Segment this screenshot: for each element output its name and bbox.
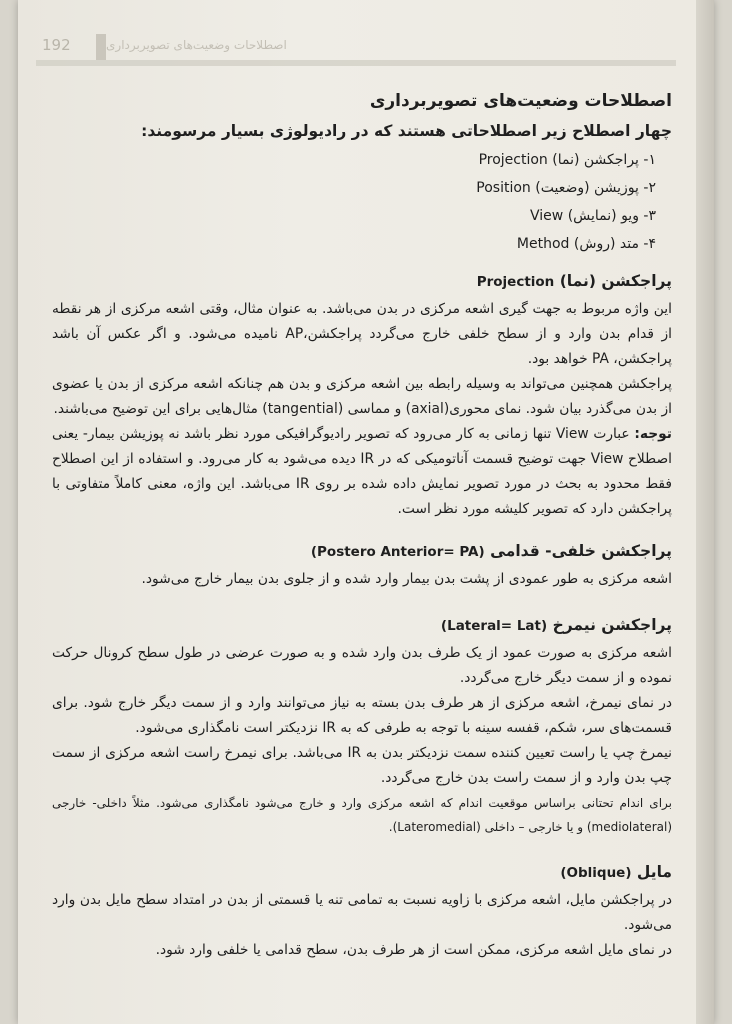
book-page: [18, 0, 714, 1024]
list-item: ۴- متد (روش) Method: [516, 236, 656, 252]
note-label: توجه:: [634, 426, 672, 442]
paragraph-small: برای اندام تحتانی براساس موقعیت اندام که اشعه مرکزی وارد و خارج می‌شود نامگذاری می‌شود. مثلاً داخلی- خارجی (mediolateral) و یا خارجی – داخلی (Lateromedial).: [52, 796, 672, 834]
page-content: [52, 86, 672, 963]
section-title-lateral: پراجکشن نیمرخ (Lateral= Lat): [440, 616, 672, 634]
paragraph: در نمای نیمرخ، اشعه مرکزی از هر طرف بدن بسته به نیاز می‌توانند وارد و از سمت دیگر خارج شود. برای قسمت‌های سر، شکم، قفسه سینه با توجه به طرفی که به IR نزدیکتر است نامگذاری می‌شود.: [52, 695, 672, 736]
paragraph: پراجکشن همچنین می‌تواند به وسیله رابطه بین اشعه مرکزی و بدن هم چنانکه اشعه مرکزی از بدن یا عضوی از بدن می‌گذرد بیان شود. نمای محوری(axial) و مماسی (tangential) مثال‌هایی برای این توضیح می‌باشند.: [52, 376, 672, 417]
header-rule: [36, 60, 676, 66]
section-title-oblique: مایل (Oblique): [560, 863, 672, 881]
page-header: [36, 32, 676, 66]
paragraph: در پراجکشن مایل، اشعه مرکزی با زاویه نسبت به تمامی تنه یا قسمتی از بدن در امتداد سطح مایل بدن وارد می‌شود.: [52, 892, 672, 933]
paragraph: اشعه مرکزی به طور عمودی از پشت بدن بیمار وارد شده و از جلوی بدن بیمار خارج می‌شود.: [141, 571, 672, 587]
intro-heading: چهار اصطلاح زیر اصطلاحاتی هستند که در رادیولوژی بسیار مرسومند:: [141, 122, 672, 140]
paragraph: نیمرخ چپ یا راست تعیین کننده سمت نزدیکتر بدن به IR می‌باشد. برای نیمرخ راست اشعه مرکزی از سمت چپ بدن وارد و از سمت راست بدن خارج می‌گردد.: [52, 745, 673, 786]
paragraph: این واژه مربوط به جهت گیری اشعه مرکزی در بدن می‌باشد. به عنوان مثال، وقتی اشعه مرکزی از هر نقطه از قدام بدن وارد و از سطح خلفی خارج می‌گردد پراجکشن،AP نامیده می‌شود. و اگر عکس آن باشد پراجکشن، PA خواهد بود.: [52, 301, 672, 367]
section-title-projection: پراجکشن (نما) Projection: [476, 272, 672, 290]
terms-list: [52, 146, 672, 258]
list-item: ۱- پراجکشن (نما) Projection: [478, 152, 656, 168]
book-spine: [696, 0, 714, 1024]
header-marker: [96, 34, 106, 60]
paragraph: در نمای مایل اشعه مرکزی، ممکن است از هر طرف بدن، سطح قدامی یا خلفی وارد شود.: [155, 942, 672, 958]
paragraph: اشعه مرکزی به صورت عمود از یک طرف بدن وارد شده و به صورت عرضی در طول سطح کرونال حرکت نموده و از سمت دیگر خارج می‌گردد.: [52, 645, 672, 686]
page-number: 192: [42, 36, 71, 54]
note-paragraph: توجه: عبارت View تنها زمانی به کار می‌رود که تصویر رادیوگرافیکی مورد نظر باشد نه پوزیشن بیمار- یعنی اصطلاح View جهت توضیح قسمت آناتومیکی که در IR دیده می‌شود به کار می‌رود. و استفاده از این اصطلاح فقط محدود به بحث در مورد تصویر نمایش داده شده بر روی IR می‌باشد. این واژه، معنی کاملاً متفاوتی با پراجکشن دارد که تصویر کلیشه مورد نظر است.: [52, 426, 673, 517]
list-item: ۳- ویو (نمایش) View: [530, 208, 656, 224]
running-title: اصطلاحات وضعیت‌های تصویربرداری: [106, 38, 287, 52]
page-title: اصطلاحات وضعیت‌های تصویربرداری: [369, 91, 672, 111]
section-title-pa: پراجکشن خلفی- قدامی (Postero Anterior= PA): [310, 542, 672, 560]
list-item: ۲- پوزیشن (وضعیت) Position: [476, 180, 656, 196]
